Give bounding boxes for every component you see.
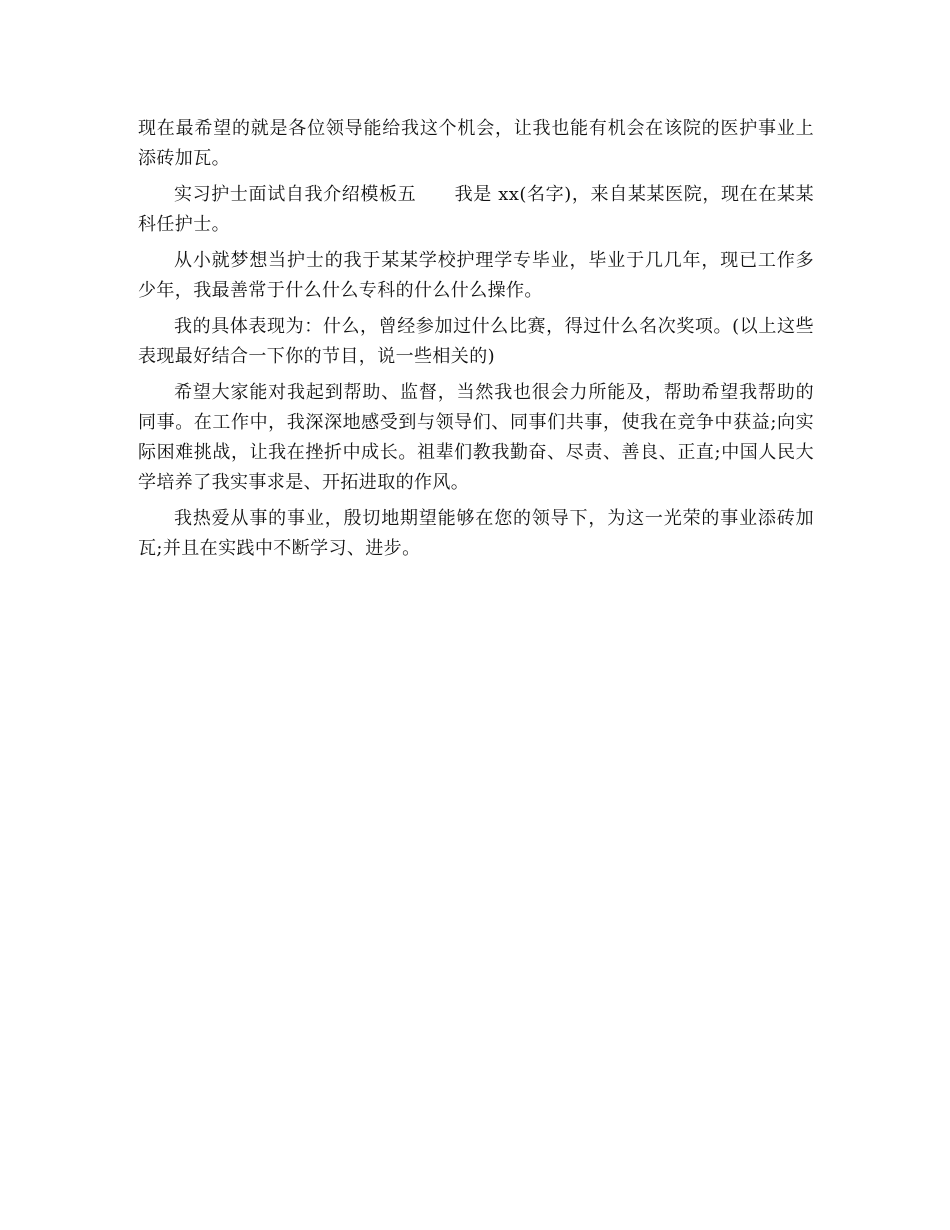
paragraph-template-five <box>138 180 814 240</box>
paragraph-closing-wish: 现在最希望的就是各位领导能给我这个机会，让我也能有机会在该院的医护事业上添砖加瓦。 <box>138 118 814 169</box>
document-body <box>138 114 814 570</box>
paragraph-performance: 我的具体表现为：什么，曾经参加过什么比赛，得过什么名次奖项。(以上这些表现最好结合一下你的节目，说一些相关的) <box>138 316 814 367</box>
template-heading: 实习护士面试自我介绍模板五 <box>174 184 417 205</box>
paragraph-education: 从小就梦想当护士的我于某某学校护理学专毕业，毕业于几几年，现已工作多少年，我最善常于什么什么专科的什么什么操作。 <box>138 250 814 301</box>
paragraph-teamwork: 希望大家能对我起到帮助、监督，当然我也很会力所能及，帮助希望我帮助的同事。在工作中，我深深地感受到与领导们、同事们共事，使我在竞争中获益;向实际困难挑战，让我在挫折中成长。祖辈们教我勤奋、尽责、善良、正直;中国人民大学培养了我实事求是、开拓进取的作风。 <box>138 382 814 493</box>
template-intro-text: 我是 xx(名字)，来自某某医院，现在在某某科任护士。 <box>138 184 814 235</box>
paragraph-passion: 我热爱从事的事业，殷切地期望能够在您的领导下，为这一光荣的事业添砖加瓦;并且在实践中不断学习、进步。 <box>138 508 814 559</box>
